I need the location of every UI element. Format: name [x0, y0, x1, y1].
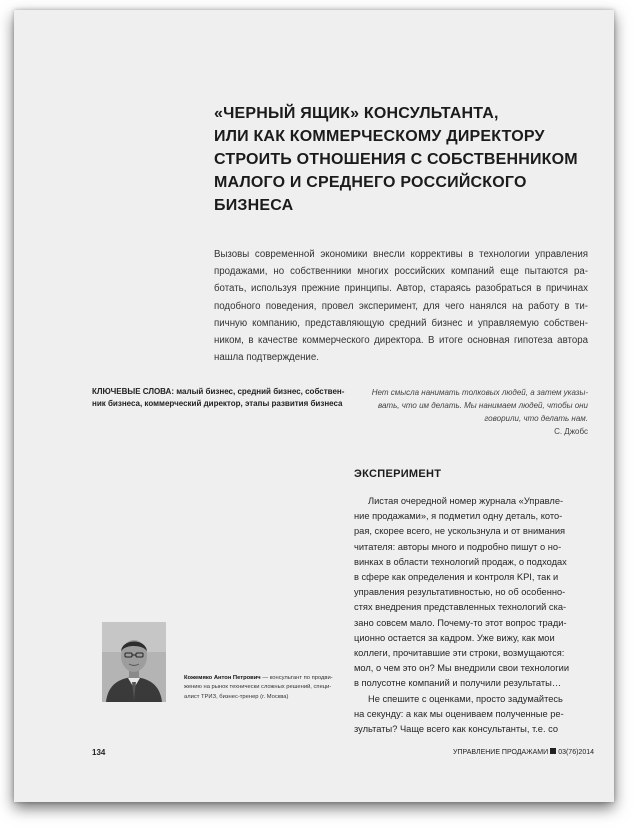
- bio-text: — консультант по продви-: [260, 675, 333, 681]
- quote-line: Нет смысла нанимать толковых людей, а затем указы-: [371, 388, 588, 397]
- title-line: ИЛИ КАК КОММЕРЧЕСКОМУ ДИРЕКТОРУ: [214, 128, 545, 145]
- article-lead: [214, 246, 588, 366]
- author-portrait-icon: [102, 622, 166, 702]
- body-line: управления результативностью, но об особенно-: [354, 587, 566, 598]
- body-line: стях внедрения представленных технологий ска-: [354, 602, 567, 613]
- journal-footer: [434, 748, 594, 756]
- title-line: БИЗНЕСА: [214, 197, 294, 214]
- article-body: [354, 494, 590, 737]
- lead-line: подобного поведения, провел эксперимент, для чего нанялся на работу в ти-: [214, 300, 588, 312]
- body-line: винках в области технологий продаж, о подходах: [354, 556, 567, 567]
- keywords: [92, 386, 345, 410]
- lead-line: Вызовы современной экономики внесли коррективы в технологии управления: [214, 249, 588, 260]
- quote-author: С. Джобс: [554, 427, 588, 436]
- lead-line: пичную компанию, представляющую средний бизнес и управляемую собствен-: [214, 317, 588, 329]
- article-title: [214, 102, 614, 217]
- issue-number: 03(76)2014: [558, 749, 594, 756]
- square-bullet-icon: [550, 748, 556, 754]
- body-line: Листая очередной номер журнала «Управле-: [368, 496, 564, 506]
- journal-name: УПРАВЛЕНИЕ ПРОДАЖАМИ: [453, 749, 549, 756]
- title-line: СТРОИТЬ ОТНОШЕНИЯ С СОБСТВЕННИКОМ: [214, 151, 578, 168]
- body-line: зано совсем мало. Почему-то этот вопрос тради-: [354, 617, 567, 628]
- body-line: на секунду: а как мы оцениваем полученные ре-: [354, 708, 564, 719]
- magazine-page: [14, 10, 614, 802]
- lead-line: нашла подтверждение.: [214, 352, 319, 364]
- author-bio: [184, 674, 344, 702]
- author-photo: [102, 622, 166, 702]
- body-line: ние продажами», я подметил одну деталь, кото-: [354, 511, 563, 522]
- section-heading: ЭКСПЕРИМЕНТ: [354, 468, 442, 480]
- body-line: мол, о чем это он? Мы внедрили свои технологии: [354, 663, 570, 674]
- epigraph-quote: [344, 386, 588, 438]
- body-line: рая, скорее всего, не ускользнула и от внимания: [354, 526, 566, 537]
- body-line: зультаты? Чаще всего как консультанты, т.е. со: [354, 724, 559, 735]
- body-line: читателя: авторы много и подробно пишут о но-: [354, 541, 562, 552]
- lead-line: ботать, используя прежние принципы. Автор, стараясь разобраться в причинах: [214, 283, 588, 295]
- page-number: 134: [92, 748, 106, 757]
- keywords-line: ник бизнеса, коммерческий директор, этапы развития бизнеса: [92, 399, 343, 408]
- lead-line: ником, в качестве коммерческого директора. В итоге основная гипотеза автора: [214, 335, 588, 347]
- bio-line: [184, 674, 344, 683]
- bio-line: жению на рынок технически сложных решений, специ-: [184, 684, 332, 691]
- bio-line: алист ТРИЗ, бизнес-тренер (г. Москва): [184, 693, 289, 700]
- body-line: коллеги, прочитавшие эти строки, возмущаются:: [354, 648, 565, 659]
- body-line: Не спешите с оценками, просто задумайтесь: [368, 693, 563, 704]
- lead-line: продажами, но собственники многих российских компаний еще пытаются ра-: [214, 266, 588, 278]
- quote-line: говорили, что делать нам.: [484, 414, 588, 423]
- author-name: Кожемяко Антон Петрович: [184, 675, 261, 681]
- keywords-line: КЛЮЧЕВЫЕ СЛОВА: малый бизнес, средний бизнес, собствен-: [92, 387, 345, 396]
- title-line: МАЛОГО И СРЕДНЕГО РОССИЙСКОГО: [214, 174, 527, 191]
- title-line: «ЧЕРНЫЙ ЯЩИК» КОНСУЛЬТАНТА,: [214, 105, 499, 122]
- body-line: в полусотне компаний и получили результаты…: [354, 678, 562, 689]
- body-line: в сфере как определения и контроля KPI, так и: [354, 572, 559, 583]
- body-line: ционно остается за кадром. Уже вижу, как мои: [354, 632, 555, 643]
- quote-line: вать, что им делать. Мы нанимаем людей, чтобы они: [377, 401, 588, 410]
